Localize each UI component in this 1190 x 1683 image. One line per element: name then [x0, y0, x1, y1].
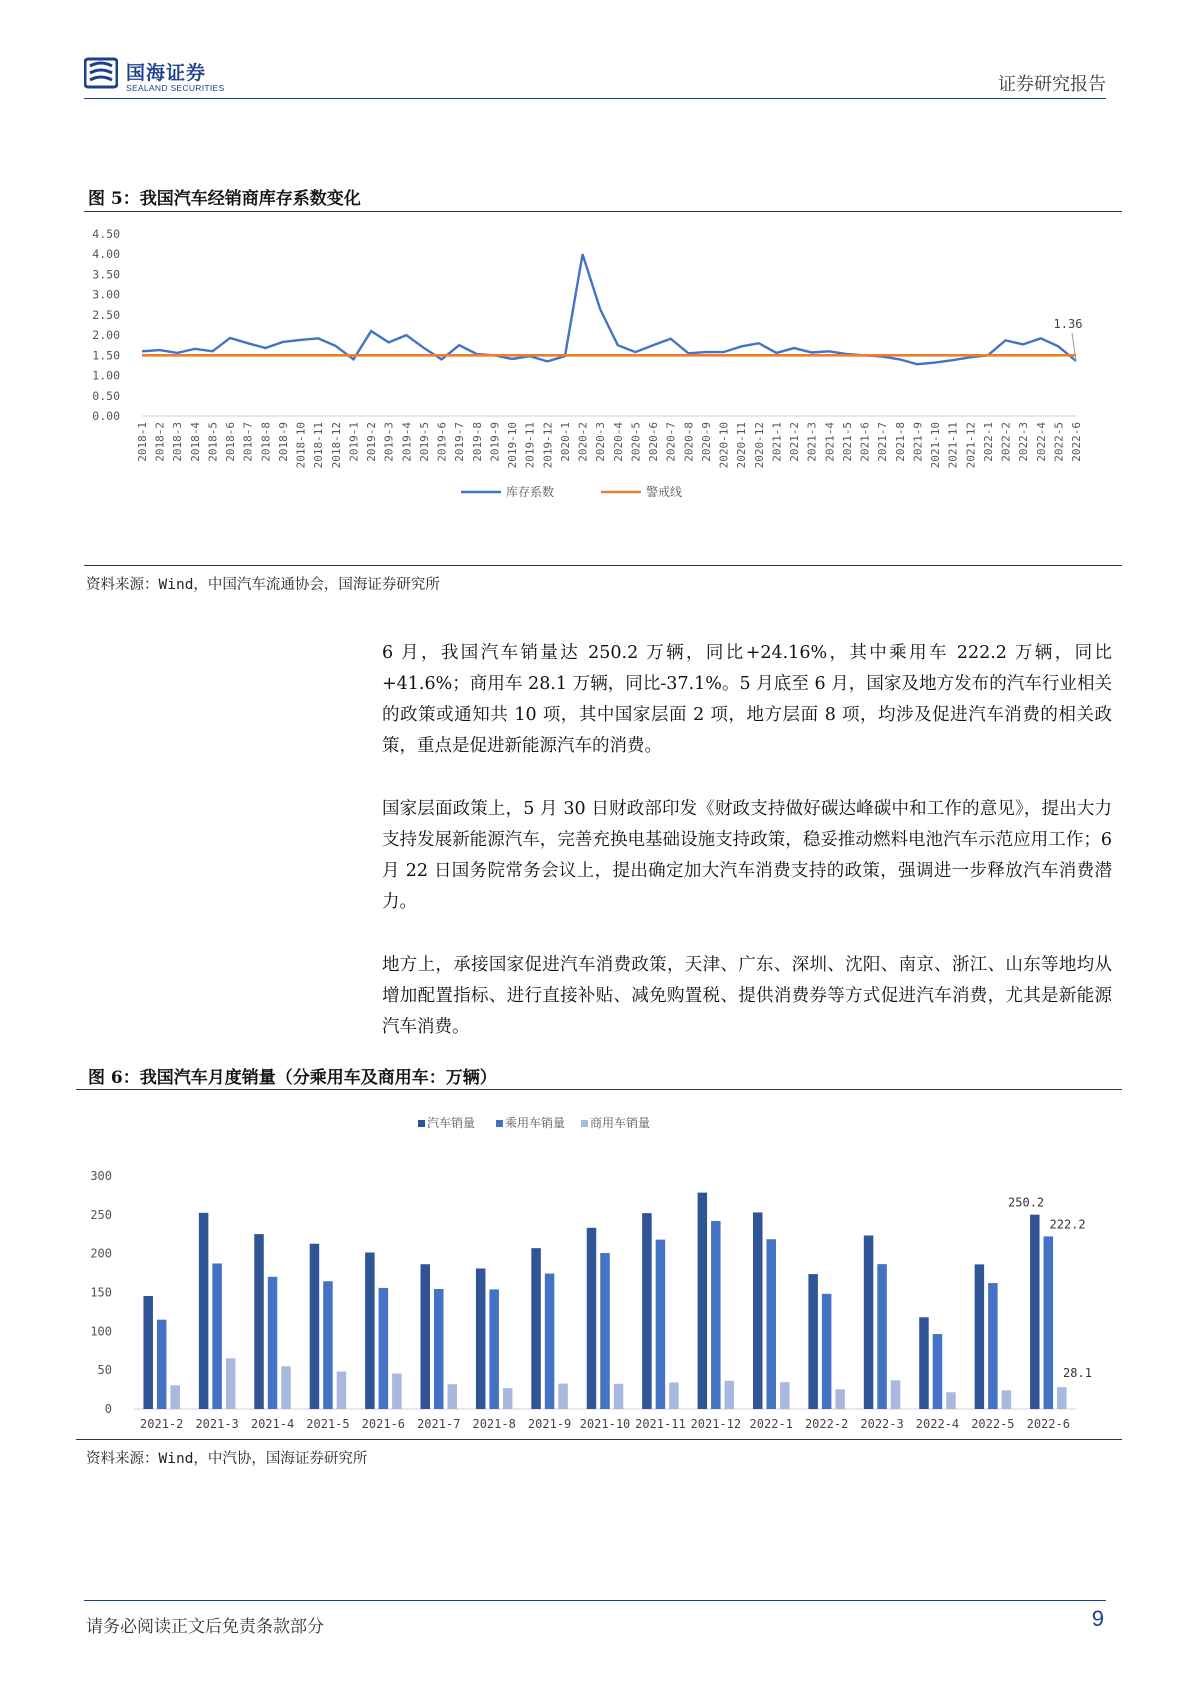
x-tick-label: 2021-6 — [858, 422, 872, 462]
y-tick-label: 3.00 — [92, 287, 120, 302]
x-tick-label: 2021-12 — [964, 422, 978, 469]
x-tick-label: 2020-10 — [717, 422, 731, 469]
x-tick-label: 2018-9 — [276, 422, 290, 462]
x-tick-label: 2018-2 — [153, 422, 167, 462]
y-tick-label: 50 — [97, 1363, 112, 1378]
x-tick-label: 2018-10 — [294, 422, 308, 469]
bar-total-sales — [642, 1213, 652, 1409]
x-category-label: 2021-2 — [140, 1417, 184, 1430]
figure5-top-rule — [84, 211, 1122, 212]
x-tick-label: 2020-8 — [682, 422, 696, 462]
x-tick-label: 2020-5 — [629, 422, 643, 462]
bar-total-sales — [698, 1193, 708, 1409]
bar-passenger-sales — [822, 1294, 832, 1409]
paragraph-sales-summary: 6 月，我国汽车销量达 250.2 万辆，同比+24.16%，其中乘用车 222.2 万辆，同比+41.6%；商用车 28.1 万辆，同比-37.1%。5 月底至 6 月，国家及地方发布的汽车行业相关的政策或通知共 10 项，其中国家层面 2 项，地方层面 8 项，均涉及促进汽车消费的相关政策，重点是促进新能源汽车的消费。 — [382, 643, 1112, 756]
x-category-label: 2022-2 — [804, 1417, 849, 1430]
y-tick-label: 0 — [104, 1402, 112, 1416]
x-tick-label: 2022-3 — [1017, 422, 1031, 462]
legend-swatch-1 — [496, 1120, 503, 1127]
bar-total-sales — [199, 1213, 209, 1409]
bar-passenger-sales — [379, 1288, 389, 1409]
x-tick-label: 2019-12 — [541, 422, 555, 469]
x-tick-label: 2022-1 — [981, 422, 995, 462]
logo-english-name: SEALAND SECURITIES — [126, 83, 225, 93]
x-tick-label: 2022-4 — [1034, 422, 1048, 462]
legend-label-0: 汽车销量 — [427, 1116, 476, 1130]
x-tick-label: 2018-8 — [259, 422, 273, 462]
x-tick-label: 2019-11 — [523, 422, 537, 469]
bar-commercial-sales — [946, 1392, 956, 1409]
legend-swatch-0 — [418, 1120, 425, 1127]
legend-label-warning: 警戒线 — [646, 485, 683, 499]
bar-passenger-sales — [988, 1283, 998, 1409]
bar-total-sales — [864, 1235, 874, 1409]
y-tick-label: 2.00 — [92, 328, 120, 343]
bar-passenger-sales — [1044, 1236, 1054, 1409]
y-tick-label: 3.50 — [92, 267, 120, 282]
x-tick-label: 2018-4 — [188, 422, 202, 462]
bar-total-sales — [531, 1248, 541, 1409]
bar-commercial-sales — [614, 1384, 624, 1409]
bar-total-sales — [254, 1234, 264, 1409]
x-tick-label: 2019-1 — [347, 422, 361, 462]
bar-passenger-sales — [766, 1239, 776, 1409]
figure6-bottom-rule — [76, 1439, 1122, 1440]
y-tick-label: 1.50 — [92, 348, 120, 363]
bar-commercial-sales — [669, 1383, 679, 1409]
page-number: 9 — [1091, 1606, 1104, 1631]
figure5-bottom-rule — [84, 565, 1122, 566]
x-tick-label: 2020-11 — [735, 422, 749, 469]
monthly-sales-bar-chart — [76, 1092, 1122, 1430]
x-tick-label: 2021-2 — [788, 422, 802, 462]
x-tick-label: 2021-1 — [770, 422, 784, 462]
bar-commercial-sales — [281, 1366, 291, 1409]
bar-commercial-sales — [392, 1374, 402, 1409]
x-tick-label: 2019-2 — [365, 422, 379, 462]
bar-passenger-sales — [212, 1263, 222, 1409]
x-category-label: 2022-3 — [860, 1417, 904, 1430]
y-tick-label: 0.50 — [92, 388, 120, 403]
bar-commercial-sales — [835, 1389, 845, 1409]
legend-label-inventory: 库存系数 — [506, 485, 555, 499]
data-label-passenger: 222.2 — [1049, 1217, 1086, 1232]
bar-total-sales — [476, 1269, 486, 1409]
x-category-label: 2021-8 — [472, 1417, 516, 1430]
bar-total-sales — [808, 1274, 818, 1409]
bar-total-sales — [753, 1212, 763, 1409]
x-tick-label: 2021-10 — [929, 422, 943, 469]
bar-total-sales — [1030, 1215, 1040, 1409]
bar-total-sales — [919, 1317, 929, 1409]
data-label-commercial: 28.1 — [1063, 1366, 1092, 1381]
x-tick-label: 2022-6 — [1070, 422, 1083, 462]
bar-passenger-sales — [877, 1264, 887, 1409]
x-tick-label: 2021-8 — [893, 422, 907, 462]
x-tick-label: 2020-2 — [576, 422, 590, 462]
x-tick-label: 2019-4 — [400, 422, 414, 462]
sealand-logo-icon — [84, 56, 118, 90]
x-tick-label: 2020-6 — [647, 422, 661, 462]
bar-commercial-sales — [226, 1358, 236, 1409]
x-tick-label: 2020-9 — [699, 422, 713, 462]
y-tick-label: 1.00 — [92, 368, 120, 383]
bar-commercial-sales — [725, 1381, 735, 1409]
bar-commercial-sales — [1057, 1387, 1067, 1409]
x-category-label: 2022-1 — [749, 1417, 793, 1430]
bar-total-sales — [143, 1296, 153, 1409]
x-category-label: 2022-6 — [1026, 1417, 1070, 1430]
x-tick-label: 2018-12 — [329, 422, 343, 469]
bar-passenger-sales — [600, 1253, 610, 1409]
x-tick-label: 2020-7 — [664, 422, 678, 462]
bar-total-sales — [587, 1228, 597, 1409]
data-label-total: 250.2 — [1008, 1195, 1045, 1210]
x-tick-label: 2018-1 — [136, 422, 149, 462]
report-type-label: 证券研究报告 — [998, 74, 1106, 95]
bar-total-sales — [365, 1253, 375, 1409]
logo-chinese-name: 国海证券 — [126, 62, 207, 84]
figure5-source: 资料来源：Wind，中国汽车流通协会，国海证券研究所 — [86, 577, 440, 593]
bar-commercial-sales — [170, 1385, 180, 1409]
inventory-coefficient-series-line — [142, 254, 1076, 364]
x-tick-label: 2019-7 — [453, 422, 467, 462]
x-category-label: 2021-12 — [690, 1417, 742, 1430]
x-category-label: 2021-5 — [306, 1417, 350, 1430]
x-category-label: 2021-11 — [635, 1417, 686, 1430]
bar-total-sales — [975, 1264, 985, 1409]
bar-commercial-sales — [1002, 1390, 1012, 1409]
paragraph-national-policy: 国家层面政策上，5 月 30 日财政部印发《财政支持做好碳达峰碳中和工作的意见》，提出大力支持发展新能源汽车，完善充换电基础设施支持政策，稳妥推动燃料电池汽车示范应用工作；6 月 22 日国务院常务会议上，提出确定加大汽车消费支持的政策，强调进一步释放汽车消费潜力。 — [382, 799, 1112, 912]
x-tick-label: 2021-4 — [823, 422, 837, 462]
x-tick-label: 2019-5 — [417, 422, 431, 462]
bar-passenger-sales — [933, 1334, 943, 1409]
x-tick-label: 2022-5 — [1052, 422, 1066, 462]
x-category-label: 2021-6 — [361, 1417, 406, 1430]
x-tick-label: 2018-7 — [241, 422, 255, 462]
x-tick-label: 2021-7 — [876, 422, 890, 462]
x-tick-label: 2022-2 — [999, 422, 1013, 462]
x-tick-label: 2020-12 — [752, 422, 766, 469]
x-category-label: 2021-9 — [527, 1417, 572, 1430]
y-tick-label: 250 — [90, 1207, 112, 1222]
x-tick-label: 2021-11 — [946, 422, 960, 469]
x-tick-label: 2021-9 — [911, 422, 925, 462]
x-tick-label: 2021-3 — [805, 422, 819, 462]
x-category-label: 2021-7 — [417, 1417, 461, 1430]
bar-passenger-sales — [268, 1277, 278, 1409]
footer-divider — [84, 1600, 1106, 1601]
x-tick-label: 2018-3 — [171, 422, 185, 462]
brand-logo — [84, 56, 344, 96]
x-category-label: 2021-10 — [579, 1417, 631, 1430]
figure6-source: 资料来源：Wind，中汽协，国海证券研究所 — [86, 1451, 368, 1467]
x-tick-label: 2019-8 — [470, 422, 484, 462]
x-tick-label: 2018-6 — [224, 422, 238, 462]
y-tick-label: 300 — [90, 1169, 112, 1183]
x-tick-label: 2018-11 — [312, 422, 326, 469]
y-tick-label: 200 — [90, 1246, 112, 1261]
legend-swatch-2 — [581, 1120, 588, 1127]
last-value-annotation: 1.36 — [1053, 316, 1083, 331]
bar-commercial-sales — [503, 1388, 513, 1409]
figure6-title: 图 6：我国汽车月度销量（分乘用车及商用车：万辆） — [88, 1068, 497, 1088]
bar-passenger-sales — [711, 1221, 721, 1409]
y-tick-label: 4.50 — [92, 227, 120, 241]
bar-passenger-sales — [157, 1320, 167, 1409]
x-category-label: 2022-5 — [971, 1417, 1015, 1430]
x-tick-label: 2021-5 — [840, 422, 854, 462]
bar-commercial-sales — [780, 1382, 790, 1409]
bar-commercial-sales — [558, 1384, 568, 1409]
y-tick-label: 100 — [90, 1324, 112, 1339]
y-tick-label: 2.50 — [92, 307, 120, 322]
figure6-top-rule — [76, 1089, 1122, 1090]
legend-label-1: 乘用车销量 — [505, 1116, 566, 1130]
bar-passenger-sales — [323, 1281, 333, 1409]
x-category-label: 2022-4 — [915, 1417, 960, 1430]
x-tick-label: 2020-1 — [558, 422, 572, 462]
x-tick-label: 2019-9 — [488, 422, 502, 462]
inventory-coefficient-line-chart — [76, 214, 1122, 554]
bar-commercial-sales — [448, 1384, 458, 1409]
bar-passenger-sales — [434, 1289, 444, 1409]
x-tick-label: 2019-6 — [435, 422, 449, 462]
bar-commercial-sales — [891, 1380, 901, 1409]
x-tick-label: 2020-3 — [594, 422, 608, 462]
x-category-label: 2021-3 — [195, 1417, 239, 1430]
footer-disclaimer: 请务必阅读正文后免责条款部分 — [86, 1617, 324, 1637]
x-tick-label: 2019-3 — [382, 422, 396, 462]
bar-commercial-sales — [337, 1371, 347, 1409]
y-tick-label: 4.00 — [92, 247, 120, 262]
figure5-title: 图 5：我国汽车经销商库存系数变化 — [88, 189, 361, 209]
y-tick-label: 150 — [90, 1285, 112, 1300]
x-tick-label: 2018-5 — [206, 422, 220, 462]
x-tick-label: 2020-4 — [611, 422, 625, 462]
x-tick-label: 2019-10 — [506, 422, 520, 469]
bar-total-sales — [310, 1244, 320, 1409]
y-tick-label: 0.00 — [92, 409, 120, 423]
bar-passenger-sales — [656, 1240, 666, 1409]
bar-passenger-sales — [489, 1289, 499, 1409]
bar-passenger-sales — [545, 1274, 555, 1409]
legend-label-2: 商用车销量 — [590, 1116, 651, 1130]
paragraph-local-policy: 地方上，承接国家促进汽车消费政策，天津、广东、深圳、沈阳、南京、浙江、山东等地均从增加配置指标、进行直接补贴、减免购置税、提供消费券等方式促进汽车消费，尤其是新能源汽车消费。 — [382, 955, 1112, 1037]
x-category-label: 2021-4 — [250, 1417, 295, 1430]
header-divider — [84, 98, 1106, 99]
bar-total-sales — [421, 1264, 431, 1409]
